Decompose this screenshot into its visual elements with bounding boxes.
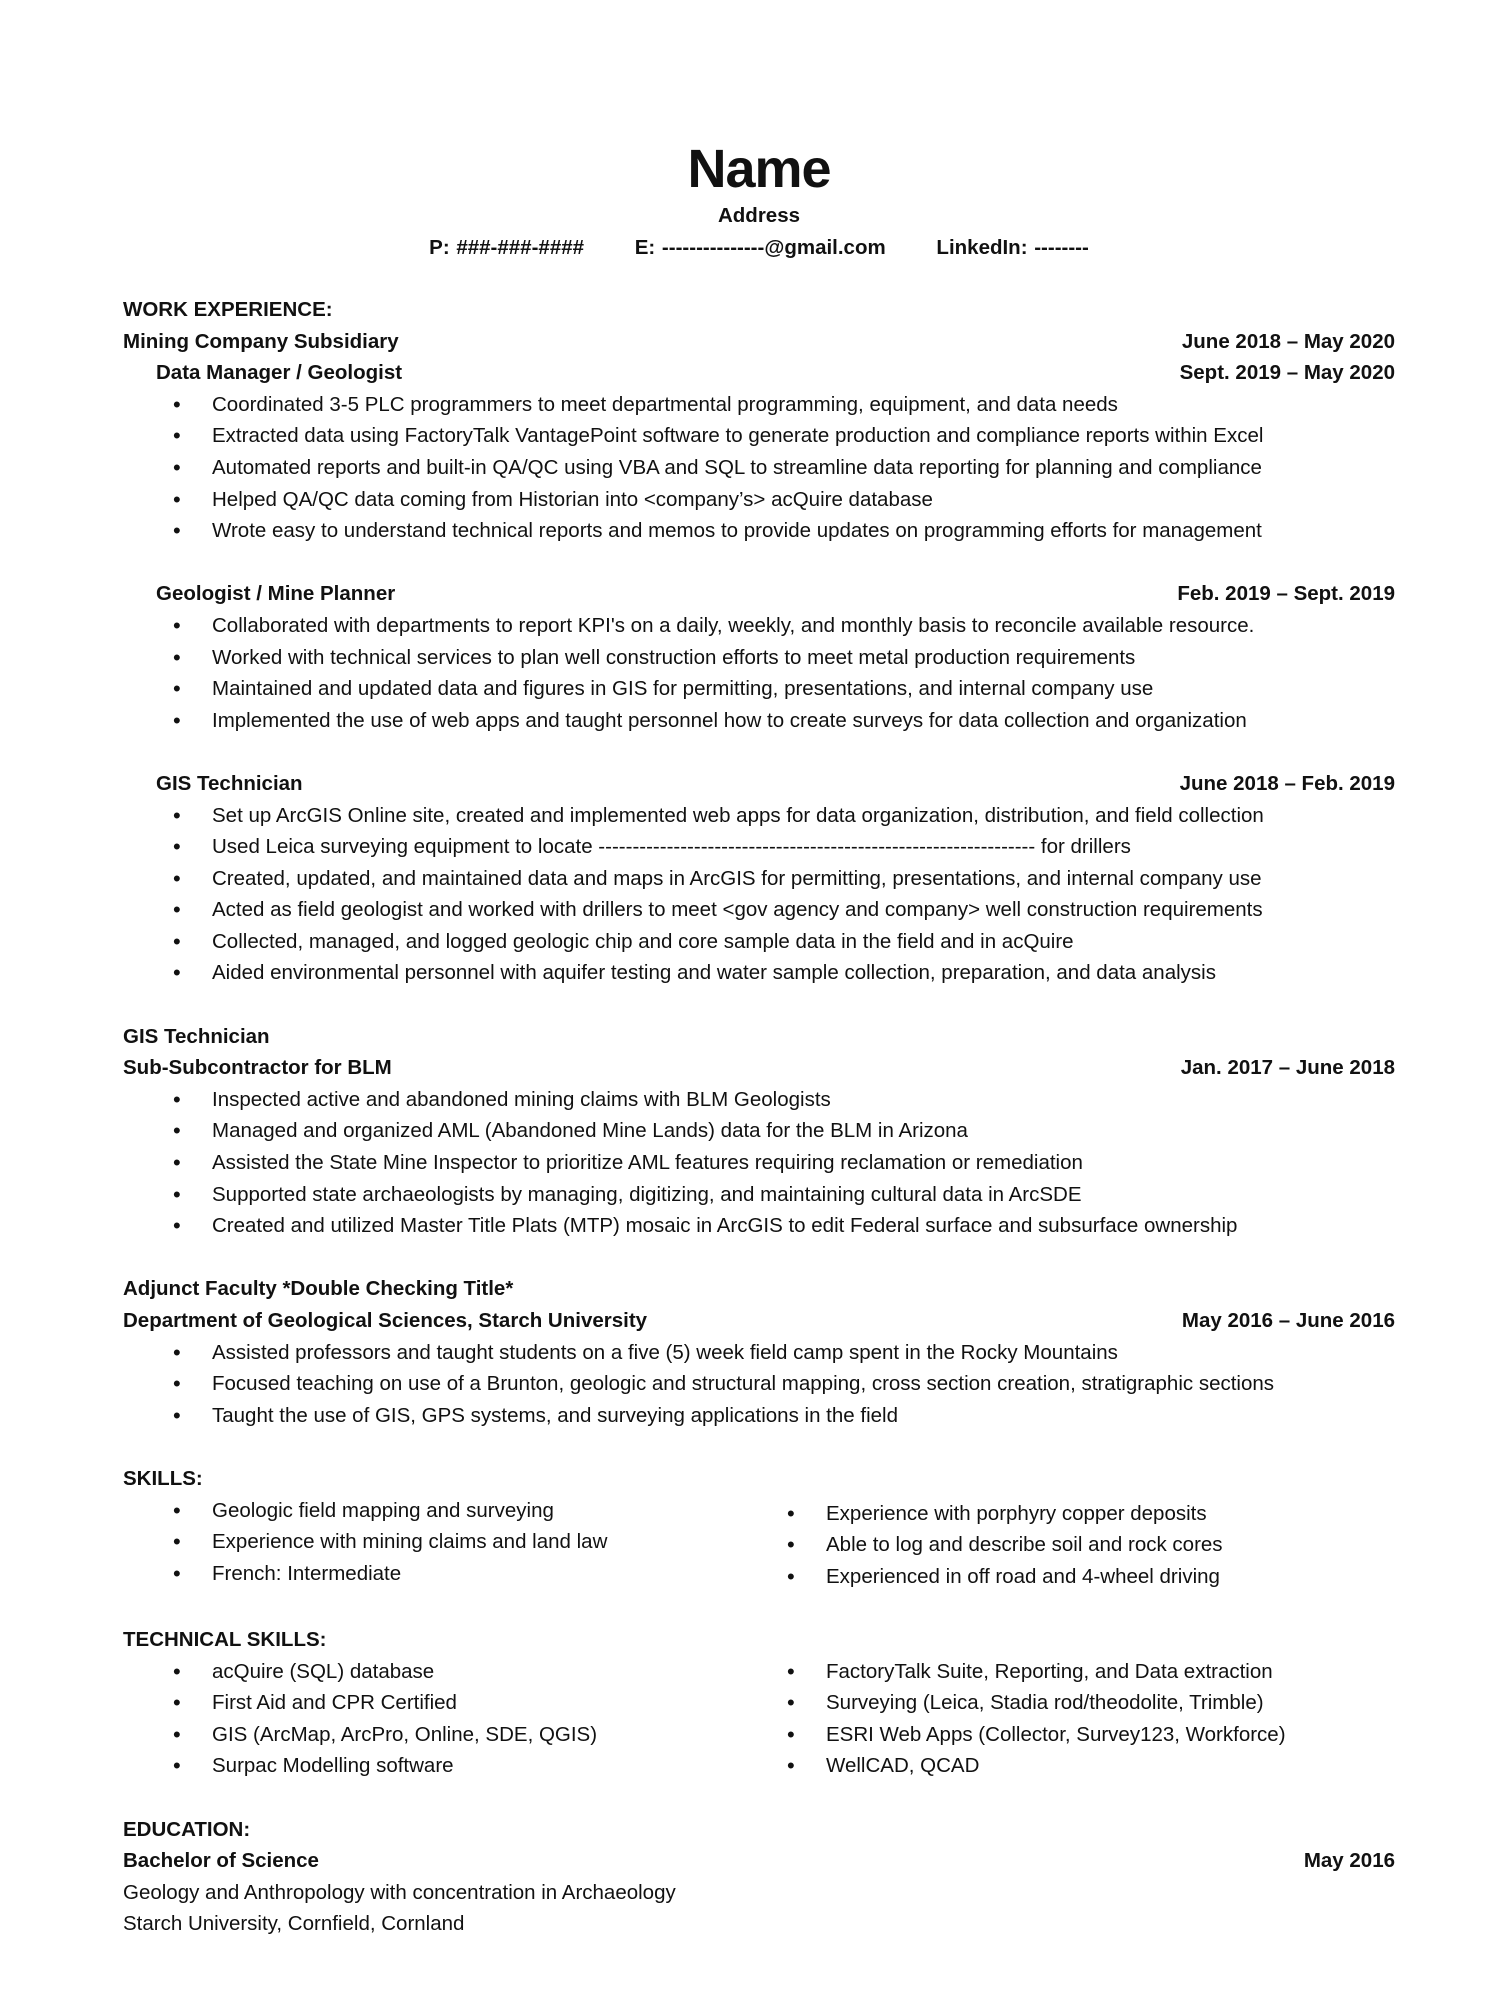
bullet-item-text: Helped QA/QC data coming from Historian into <company’s> acQuire database [212, 487, 933, 511]
address: Address [717, 204, 801, 227]
employer-name [123, 1305, 1395, 1337]
skills-column-right [737, 1498, 1351, 1593]
section-heading-skills [123, 1463, 1395, 1495]
job-title [123, 1021, 1395, 1053]
candidate-name: Name [687, 139, 831, 199]
section-heading-technical [123, 1624, 1395, 1656]
bullet-item [737, 1529, 1351, 1561]
bullet-item-text: Taught the use of GIS, GPS systems, and surveying applications in the field [212, 1403, 898, 1427]
bullet-item-text: French: Intermediate [212, 1561, 402, 1585]
bullet-item-text: Created, updated, and maintained data and maps in ArcGIS for permitting, presentations, and internal company use [212, 866, 1262, 890]
spacer [123, 736, 1395, 768]
bullet-item-text: Managed and organized AML (Abandoned Mine Lands) data for the BLM in Arizona [212, 1119, 968, 1143]
date-range: May 2016 – June 2016 [1181, 1309, 1395, 1332]
bullet-item-text: Experience with mining claims and land law [212, 1530, 608, 1554]
section-heading-skills-text: SKILLS: [123, 1466, 203, 1490]
role-title [123, 578, 1395, 610]
employer-name [123, 1052, 1395, 1084]
bullet-item-text: Maintained and updated data and figures in GIS for permitting, presentations, and internal company use [212, 677, 1154, 701]
bullet-item [123, 863, 1395, 895]
bullet-item-text: Surveying (Leica, Stadia rod/theodolite, Trimble) [826, 1691, 1264, 1715]
bullet-item-text: Set up ArcGIS Online site, created and implemented web apps for data organization, distribution, and field collection [212, 803, 1264, 827]
job-title-text: GIS Technician [123, 1024, 270, 1048]
bullet-item [123, 1084, 1395, 1116]
company-name [123, 326, 1395, 358]
bullet-item-text: WellCAD, QCAD [826, 1754, 980, 1778]
role-title-text: Data Manager / Geologist [156, 361, 403, 385]
bullet-item [123, 1558, 737, 1590]
bullet-item [123, 484, 1395, 516]
spacer [123, 1242, 1395, 1274]
spacer [123, 1782, 1395, 1814]
bullet-item [123, 705, 1395, 737]
bullet-item [123, 1368, 1395, 1400]
bullet-item [123, 800, 1395, 832]
spacer [123, 1592, 1395, 1624]
school-text: Starch University, Cornfield, Cornland [123, 1912, 465, 1936]
bullet-item-text: acQuire (SQL) database [212, 1659, 435, 1683]
bullet-item [123, 1147, 1395, 1179]
bullet-item-text: Surpac Modelling software [212, 1754, 454, 1778]
spacer [123, 547, 1395, 579]
bullet-item [123, 1115, 1395, 1147]
bullet-item-text: Coordinated 3-5 PLC programmers to meet departmental programming, equipment, and data needs [212, 392, 1118, 416]
resume-body [123, 294, 1395, 1940]
technical-column-left [123, 1656, 737, 1782]
bullet-item [123, 389, 1395, 421]
bullet-item [123, 642, 1395, 674]
role-title [123, 768, 1395, 800]
bullet-item [123, 1719, 737, 1751]
email: E: ---------------@gmail.com [634, 236, 886, 259]
employer-name-text: Department of Geological Sciences, Starch University [123, 1309, 648, 1332]
bullet-item-text: Extracted data using FactoryTalk VantagePoint software to generate production and compliance reports within Excel [212, 424, 1264, 448]
bullet-item [737, 1750, 1351, 1782]
job-title [123, 1273, 1395, 1305]
spacer [123, 1431, 1395, 1463]
bullet-item [737, 1656, 1351, 1688]
bullet-item-text: Collected, managed, and logged geologic chip and core sample data in the field and in acQuire [212, 929, 1074, 953]
section-heading-education [123, 1814, 1395, 1846]
bullet-item [123, 1687, 737, 1719]
bullet-item-text: ESRI Web Apps (Collector, Survey123, Workforce) [826, 1722, 1286, 1746]
bullet-item-text: Experienced in off road and 4-wheel driving [826, 1564, 1220, 1588]
date-range: Sept. 2019 – May 2020 [1179, 361, 1395, 385]
bullet-item [123, 1750, 737, 1782]
bullet-item [123, 515, 1395, 547]
bullet-item-text: Wrote easy to understand technical reports and memos to provide updates on programming efforts for management [212, 519, 1262, 543]
school [123, 1908, 1395, 1940]
bullet-item [123, 673, 1395, 705]
bullet-item-text: Inspected active and abandoned mining claims with BLM Geologists [212, 1087, 831, 1111]
bullet-item [123, 1400, 1395, 1432]
job-title-text: Adjunct Faculty *Double Checking Title* [123, 1277, 514, 1301]
bullet-item-text: FactoryTalk Suite, Reporting, and Data extraction [826, 1659, 1273, 1683]
bullet-item [123, 926, 1395, 958]
bullet-item [123, 452, 1395, 484]
bullet-item-text: Assisted the State Mine Inspector to prioritize AML features requiring reclamation or remediation [212, 1151, 1083, 1175]
bullet-item [737, 1719, 1351, 1751]
bullet-item-text: Experience with porphyry copper deposits [826, 1501, 1207, 1525]
bullet-item [737, 1498, 1351, 1530]
technical-column-right [737, 1656, 1351, 1782]
date-range: Jan. 2017 – June 2018 [1180, 1056, 1395, 1080]
degree-text: Bachelor of Science [123, 1849, 319, 1873]
bullet-item [123, 1179, 1395, 1211]
bullet-item [123, 1210, 1395, 1242]
bullet-item [123, 1337, 1395, 1369]
date-range: June 2018 – Feb. 2019 [1179, 771, 1395, 795]
bullet-item-text: Collaborated with departments to report KPI's on a daily, weekly, and monthly basis to reconcile available resource. [212, 613, 1255, 637]
date-range: May 2016 [1303, 1849, 1395, 1873]
contact-line [123, 236, 1395, 260]
bullet-item [123, 894, 1395, 926]
bullet-item-text: Implemented the use of web apps and taught personnel how to create surveys for data collection and organization [212, 708, 1247, 732]
section-heading-education-text: EDUCATION: [123, 1817, 251, 1841]
bullet-item [123, 957, 1395, 989]
bullet-item-text: Aided environmental personnel with aquifer testing and water sample collection, preparation, and data analysis [212, 961, 1216, 985]
role-title [123, 357, 1395, 389]
linkedin: LinkedIn: -------- [936, 236, 1089, 259]
major [123, 1877, 1395, 1909]
skills-columns [123, 1495, 1395, 1593]
company-name-text: Mining Company Subsidiary [123, 329, 399, 353]
bullet-item-text: Automated reports and built-in QA/QC using VBA and SQL to streamline data reporting for planning and compliance [212, 455, 1262, 479]
bullet-item-text: Used Leica surveying equipment to locate ---------------------------------------------------------------- for drillers [212, 835, 1131, 859]
bullet-item-text: Able to log and describe soil and rock cores [826, 1533, 1223, 1557]
bullet-item-text: Assisted professors and taught students on a five (5) week field camp spent in the Rocky Mountains [212, 1340, 1118, 1364]
bullet-item-text: Supported state archaeologists by managing, digitizing, and maintaining cultural data in ArcSDE [212, 1182, 1082, 1206]
technical-columns [123, 1656, 1395, 1782]
bullet-item-text: Acted as field geologist and worked with drillers to meet <gov agency and company> well construction requirements [212, 898, 1263, 922]
bullet-item [123, 1526, 737, 1558]
bullet-item [123, 420, 1395, 452]
bullet-item [123, 610, 1395, 642]
bullet-item [123, 831, 1395, 863]
bullet-item [123, 1656, 737, 1688]
date-range: June 2018 – May 2020 [1181, 329, 1395, 353]
bullet-item-text: Geologic field mapping and surveying [212, 1498, 554, 1522]
degree [123, 1845, 1395, 1877]
date-range: Feb. 2019 – Sept. 2019 [1177, 582, 1395, 606]
bullet-item-text: First Aid and CPR Certified [212, 1691, 457, 1715]
bullet-item [737, 1561, 1351, 1593]
bullet-item-text: Created and utilized Master Title Plats (MTP) mosaic in ArcGIS to edit Federal surface and subsurface ownership [212, 1214, 1238, 1238]
section-heading-work [123, 294, 1395, 326]
bullet-item [123, 1495, 737, 1527]
section-heading-work-text: WORK EXPERIENCE: [123, 298, 333, 321]
bullet-item-text: GIS (ArcMap, ArcPro, Online, SDE, QGIS) [212, 1722, 598, 1746]
spacer [123, 989, 1395, 1021]
role-title-text: GIS Technician [156, 771, 303, 795]
bullet-item-text: Focused teaching on use of a Brunton, geologic and structural mapping, cross section creation, stratigraphic sections [212, 1372, 1275, 1396]
skills-column-left [123, 1495, 737, 1593]
bullet-item-text: Worked with technical services to plan well construction efforts to meet metal production requirements [212, 645, 1136, 669]
phone: P: ###-###-#### [429, 236, 585, 259]
major-text: Geology and Anthropology with concentration in Archaeology [123, 1880, 676, 1904]
role-title-text: Geologist / Mine Planner [156, 582, 396, 606]
section-heading-technical-text: TECHNICAL SKILLS: [123, 1627, 327, 1651]
bullet-item [737, 1687, 1351, 1719]
employer-name-text: Sub-Subcontractor for BLM [123, 1056, 392, 1080]
